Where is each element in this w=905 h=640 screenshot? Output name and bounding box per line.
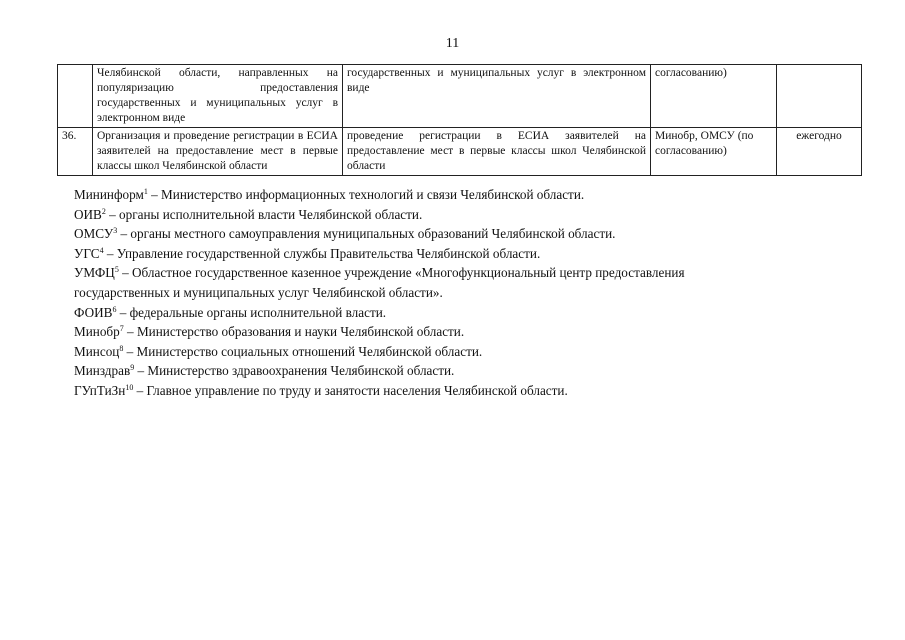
event-cell: Организация и проведение регистрации в ЕСИА заявителей на предоставление мест в первые классы школ Челябинской области	[93, 128, 343, 176]
note-abbr: УГС	[74, 245, 100, 261]
note-sup: 6	[112, 304, 117, 314]
note-item	[74, 244, 794, 264]
row-number: 36.	[58, 128, 93, 176]
note-text: – Министерство здравоохранения Челябинской области.	[134, 363, 455, 379]
page-number: 11	[445, 36, 460, 51]
table-row	[58, 128, 862, 176]
note-abbr: УМФЦ	[74, 265, 115, 281]
row-number	[58, 65, 93, 128]
note-abbr: ФОИВ	[74, 304, 113, 320]
note-text: – органы местного самоуправления муниципальных образований Челябинской области.	[117, 226, 616, 242]
note-sup: 7	[119, 324, 124, 334]
note-abbr: ГУпТиЗн	[74, 382, 126, 398]
note-abbr: Мининформ	[74, 187, 144, 202]
note-continuation: государственных и муниципальных услуг Челябинской области».	[74, 284, 443, 300]
term-cell	[777, 65, 862, 128]
note-item	[74, 185, 794, 205]
note-abbr: Минздрав	[74, 363, 131, 379]
result-cell: проведение регистрации в ЕСИА заявителей на предоставление мест в первые классы школ Челябинской области	[343, 128, 651, 176]
note-sup: 4	[99, 245, 104, 255]
note-text: – Министерство социальных отношений Челябинской области.	[123, 343, 483, 359]
note-abbr: Минобр	[74, 324, 120, 340]
note-sup: 3	[113, 226, 118, 236]
note-text: – Главное управление по труду и занятости населения Челябинской области.	[133, 382, 568, 398]
note-text: – Управление государственной службы Правительства Челябинской области.	[103, 245, 541, 261]
note-item	[74, 361, 794, 381]
term-cell: ежегодно	[777, 128, 862, 176]
executor-cell: Минобр, ОМСУ (по согласованию)	[651, 128, 777, 176]
note-item	[74, 381, 794, 401]
note-text: – Министерство информационных технологий и связи Челябинской области.	[147, 187, 585, 202]
note-abbr: Минсоц	[74, 343, 120, 359]
note-text: – федеральные органы исполнительной власти.	[116, 304, 387, 320]
note-sup: 2	[101, 206, 106, 216]
note-abbr: ОИВ	[74, 206, 102, 222]
note-sup: 1	[143, 187, 148, 196]
note-text: – Министерство образования и науки Челябинской области.	[123, 324, 465, 340]
executor-cell: согласованию)	[651, 65, 777, 128]
result-cell: государственных и муниципальных услуг в электронном виде	[343, 65, 651, 128]
note-abbr: ОМСУ	[74, 226, 114, 242]
note-text: – Областное государственное казенное учреждение «Многофункциональный центр предоставления	[118, 265, 685, 281]
note-item	[74, 303, 794, 323]
note-sup: 8	[119, 343, 124, 353]
note-item	[74, 263, 794, 283]
note-item	[74, 205, 794, 225]
note-item	[74, 224, 794, 244]
note-sup: 10	[125, 382, 134, 392]
measures-table	[57, 64, 862, 176]
note-sup: 5	[114, 265, 119, 275]
note-item	[74, 342, 794, 362]
abbreviation-notes	[74, 185, 794, 401]
note-item	[74, 322, 794, 342]
table-row	[58, 65, 862, 128]
note-sup: 9	[130, 363, 135, 373]
event-cell: Челябинской области, направленных на популяризацию предоставления государственных и муниципальных услуг в электронном виде	[93, 65, 343, 128]
note-text: – органы исполнительной власти Челябинской области.	[105, 206, 423, 222]
